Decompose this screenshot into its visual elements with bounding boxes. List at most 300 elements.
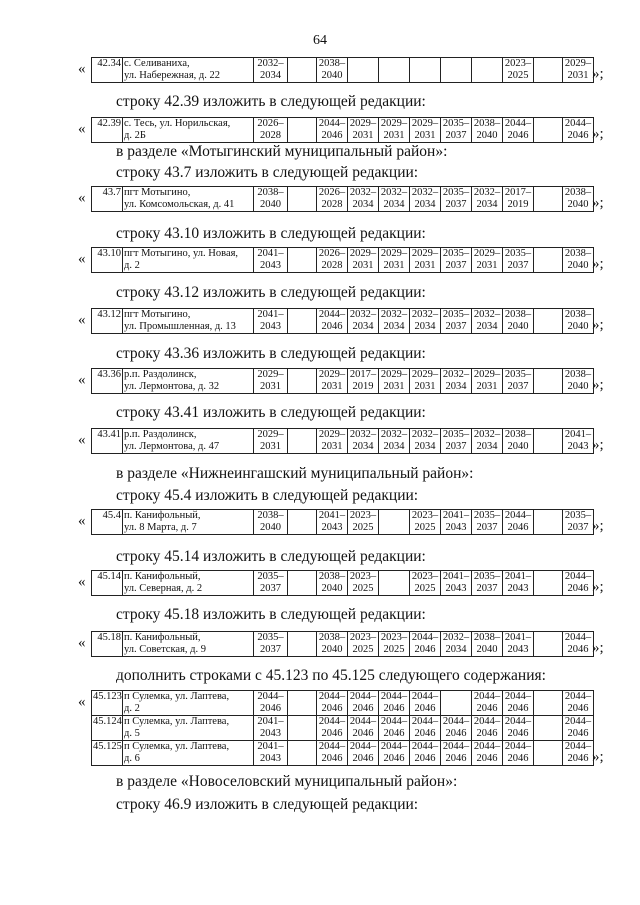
period-end: 2034 [383, 441, 405, 452]
period-end: 2031 [414, 260, 436, 271]
period-cell [563, 691, 594, 716]
period-cell [472, 741, 503, 766]
period-start: 2029– [349, 248, 377, 259]
period-cell [254, 632, 288, 657]
opening-quote: « [78, 513, 86, 529]
period-cell [288, 716, 317, 741]
period-start: 2035– [442, 309, 470, 320]
period-cell [317, 118, 348, 143]
period-end: 2046 [414, 753, 436, 764]
period-start: 2044– [504, 118, 532, 129]
period-start: 2044– [504, 716, 532, 727]
period-start: 2023– [349, 632, 377, 643]
period-start: 2032– [349, 309, 377, 320]
period-end: 2046 [352, 753, 374, 764]
address-line-2: ул. Северная, д. 2 [124, 583, 203, 594]
instruction-line: в разделе «Нижнеингашский муниципальный район»: [116, 465, 474, 482]
period-cell [348, 118, 379, 143]
period-cell [348, 58, 379, 83]
period-cell [348, 248, 379, 273]
period-end: 2046 [260, 703, 281, 714]
period-end: 2031 [476, 381, 498, 392]
period-start: 2044– [564, 571, 592, 582]
period-cell [410, 58, 441, 83]
address-line-1: п Сулемка, ул. Лаптева, [124, 716, 230, 727]
period-cell [348, 632, 379, 657]
period-start: 2038– [504, 309, 532, 320]
period-start: 2029– [380, 369, 408, 380]
period-cell [410, 369, 441, 394]
period-end: 2025 [383, 644, 405, 655]
period-cell [563, 187, 594, 212]
period-end: 2031 [260, 441, 281, 452]
amendment-table [91, 117, 594, 143]
period-end: 2046 [567, 753, 589, 764]
period-start: 2041– [504, 571, 532, 582]
period-cell [472, 691, 503, 716]
period-start: 2038– [257, 187, 284, 198]
closing-quote: »; [592, 195, 604, 211]
period-start: 2029– [380, 118, 408, 129]
opening-quote: « [78, 190, 86, 206]
row-number-cell: 43.12 [92, 309, 123, 334]
row-number-cell: 43.10 [92, 248, 123, 273]
period-cell [254, 187, 288, 212]
period-start: 2029– [318, 369, 346, 380]
address-line-2: д. 5 [124, 728, 140, 739]
period-start: 2038– [318, 571, 346, 582]
address-cell [123, 118, 254, 143]
period-end: 2028 [321, 260, 343, 271]
period-start: 2032– [411, 187, 439, 198]
period-start: 2044– [504, 691, 532, 702]
period-start: 2026– [318, 248, 346, 259]
period-end: 2046 [567, 583, 589, 594]
period-cell [254, 691, 288, 716]
period-cell [317, 248, 348, 273]
row-number-cell: 45.14 [92, 571, 123, 596]
address-cell [123, 632, 254, 657]
closing-quote: »; [592, 317, 604, 333]
period-start: 2029– [411, 248, 439, 259]
period-cell [503, 571, 534, 596]
period-end: 2034 [383, 199, 405, 210]
period-start: 2038– [564, 309, 592, 320]
period-start: 2044– [564, 691, 592, 702]
row-number-cell: 45.18 [92, 632, 123, 657]
period-start: 2035– [257, 632, 284, 643]
period-end: 2034 [260, 70, 281, 81]
period-start: 2035– [473, 510, 501, 521]
period-cell [379, 248, 410, 273]
period-start: 2041– [318, 510, 346, 521]
period-cell [288, 571, 317, 596]
amendment-table [91, 570, 594, 596]
period-cell [441, 571, 472, 596]
period-cell [441, 429, 472, 454]
period-end: 2037 [445, 441, 467, 452]
period-cell [563, 309, 594, 334]
period-start: 2032– [257, 58, 284, 69]
period-start: 2029– [257, 429, 284, 440]
period-start: 2041– [257, 248, 284, 259]
period-start: 2044– [349, 691, 377, 702]
period-end: 2040 [567, 199, 589, 210]
period-cell [563, 58, 594, 83]
period-start: 2044– [411, 716, 439, 727]
period-cell [534, 691, 563, 716]
opening-quote: « [78, 635, 86, 651]
period-end: 2046 [321, 728, 343, 739]
period-cell [288, 632, 317, 657]
address-line-2: д. 2 [124, 260, 140, 271]
period-start: 2044– [564, 632, 592, 643]
period-cell [534, 369, 563, 394]
period-start: 2044– [564, 118, 592, 129]
period-cell [379, 429, 410, 454]
period-start: 2032– [349, 187, 377, 198]
period-cell [348, 571, 379, 596]
period-end: 2037 [567, 522, 589, 533]
period-cell [441, 309, 472, 334]
period-end: 2025 [352, 583, 374, 594]
amendment-table [91, 186, 594, 212]
period-cell [317, 632, 348, 657]
period-end: 2034 [352, 199, 374, 210]
amendment-table [91, 690, 594, 766]
period-end: 2046 [414, 703, 436, 714]
period-start: 2044– [411, 691, 439, 702]
period-cell [379, 691, 410, 716]
table-row [92, 309, 594, 334]
period-start: 2038– [504, 429, 532, 440]
period-cell [441, 691, 472, 716]
closing-quote: »; [592, 749, 604, 765]
period-start: 2026– [318, 187, 346, 198]
period-end: 2046 [507, 728, 529, 739]
period-end: 2037 [476, 583, 498, 594]
period-cell [254, 58, 288, 83]
period-cell [379, 187, 410, 212]
period-start: 2044– [318, 691, 346, 702]
period-cell [348, 369, 379, 394]
period-start: 2017– [504, 187, 532, 198]
period-end: 2046 [445, 753, 467, 764]
period-start: 2032– [473, 429, 501, 440]
instruction-line: строку 45.14 изложить в следующей редакции: [116, 548, 426, 565]
period-start: 2044– [380, 741, 408, 752]
period-end: 2046 [567, 728, 589, 739]
period-end: 2028 [321, 199, 343, 210]
address-line-2: ул. Лермонтова, д. 32 [124, 381, 220, 392]
period-cell [472, 429, 503, 454]
period-start: 2038– [564, 187, 592, 198]
period-start: 2044– [473, 691, 501, 702]
instruction-line: строку 43.41 изложить в следующей редакции: [116, 404, 426, 421]
period-end: 2031 [476, 260, 498, 271]
amendment-table [91, 631, 594, 657]
period-start: 2038– [318, 632, 346, 643]
instruction-line: дополнить строками с 45.123 по 45.125 следующего содержания: [116, 667, 546, 684]
period-start: 2044– [473, 716, 501, 727]
period-start: 2032– [411, 309, 439, 320]
period-cell [503, 369, 534, 394]
table-row [92, 716, 594, 741]
period-start: 2023– [504, 58, 532, 69]
period-start: 2041– [442, 510, 470, 521]
period-end: 2034 [352, 441, 374, 452]
period-start: 2029– [411, 118, 439, 129]
period-start: 2038– [473, 118, 501, 129]
period-start: 2023– [349, 510, 377, 521]
period-start: 2032– [380, 429, 408, 440]
period-end: 2037 [507, 381, 529, 392]
period-cell [503, 118, 534, 143]
period-end: 2025 [352, 522, 374, 533]
period-cell [410, 691, 441, 716]
period-end: 2037 [476, 522, 498, 533]
table-row [92, 691, 594, 716]
period-end: 2046 [567, 703, 589, 714]
period-start: 2044– [380, 691, 408, 702]
period-end: 2043 [260, 753, 281, 764]
period-cell [410, 741, 441, 766]
period-end: 2046 [321, 130, 343, 141]
period-end: 2046 [476, 728, 498, 739]
period-end: 2043 [567, 441, 589, 452]
instruction-line: строку 43.36 изложить в следующей редакции: [116, 345, 426, 362]
period-end: 2025 [414, 522, 436, 533]
address-cell [123, 369, 254, 394]
row-number-cell: 45.123 [92, 691, 123, 716]
table-row [92, 510, 594, 535]
amendment-table [91, 57, 594, 83]
period-cell [441, 58, 472, 83]
period-cell [254, 429, 288, 454]
instruction-line: строку 43.10 изложить в следующей редакции: [116, 225, 426, 242]
period-end: 2037 [445, 199, 467, 210]
period-end: 2031 [321, 381, 343, 392]
period-end: 2034 [476, 321, 498, 332]
period-cell [472, 571, 503, 596]
period-start: 2041– [504, 632, 532, 643]
period-cell [410, 571, 441, 596]
period-start: 2029– [564, 58, 592, 69]
address-line-1: п Сулемка, ул. Лаптева, [124, 691, 230, 702]
period-end: 2031 [414, 130, 436, 141]
address-cell [123, 58, 254, 83]
period-end: 2040 [321, 644, 343, 655]
period-cell [472, 187, 503, 212]
period-cell [503, 429, 534, 454]
period-cell [288, 691, 317, 716]
period-cell [441, 741, 472, 766]
row-number-cell: 45.125 [92, 741, 123, 766]
period-cell [379, 716, 410, 741]
period-end: 2031 [260, 381, 281, 392]
period-end: 2031 [352, 130, 374, 141]
period-cell [410, 429, 441, 454]
period-cell [317, 716, 348, 741]
period-cell [563, 510, 594, 535]
opening-quote: « [78, 312, 86, 328]
period-end: 2043 [445, 583, 467, 594]
period-cell [534, 118, 563, 143]
period-end: 2040 [567, 381, 589, 392]
period-end: 2034 [445, 644, 467, 655]
period-start: 2044– [318, 716, 346, 727]
row-number-cell: 43.7 [92, 187, 123, 212]
instruction-line: строку 46.9 изложить в следующей редакции: [116, 796, 419, 813]
period-cell [503, 248, 534, 273]
period-start: 2023– [411, 510, 439, 521]
period-cell [317, 571, 348, 596]
period-cell [317, 691, 348, 716]
period-cell [441, 510, 472, 535]
amendment-table [91, 368, 594, 394]
opening-quote: « [78, 121, 86, 137]
address-line-1: с. Селиваниха, [124, 58, 190, 69]
period-cell [534, 187, 563, 212]
period-end: 2037 [260, 583, 281, 594]
period-end: 2019 [352, 381, 374, 392]
period-end: 2040 [321, 583, 343, 594]
table-row [92, 369, 594, 394]
period-end: 2043 [507, 583, 529, 594]
address-cell [123, 691, 254, 716]
period-start: 2032– [380, 309, 408, 320]
period-cell [410, 118, 441, 143]
period-end: 2040 [321, 70, 343, 81]
period-start: 2035– [442, 248, 470, 259]
period-start: 2032– [473, 309, 501, 320]
period-start: 2044– [349, 716, 377, 727]
period-cell [441, 248, 472, 273]
address-line-2: ул. Лермонтова, д. 47 [124, 441, 220, 452]
period-start: 2038– [318, 58, 346, 69]
period-start: 2029– [380, 248, 408, 259]
period-end: 2043 [260, 321, 281, 332]
opening-quote: « [78, 251, 86, 267]
address-line-1: п. Канифольный, [124, 571, 201, 582]
period-cell [534, 309, 563, 334]
period-end: 2040 [476, 644, 498, 655]
period-cell [441, 632, 472, 657]
closing-quote: »; [592, 377, 604, 393]
period-cell [379, 309, 410, 334]
period-cell [317, 429, 348, 454]
period-cell [288, 429, 317, 454]
instruction-line: строку 42.39 изложить в следующей редакции: [116, 93, 426, 110]
period-cell [503, 309, 534, 334]
period-end: 2040 [567, 321, 589, 332]
period-cell [379, 571, 410, 596]
period-cell [503, 716, 534, 741]
period-end: 2034 [383, 321, 405, 332]
period-cell [348, 510, 379, 535]
address-cell [123, 309, 254, 334]
table-row [92, 429, 594, 454]
period-cell [472, 118, 503, 143]
period-cell [410, 248, 441, 273]
period-start: 2044– [504, 741, 532, 752]
table-row [92, 248, 594, 273]
period-cell [254, 369, 288, 394]
period-end: 2031 [383, 130, 405, 141]
period-cell [503, 510, 534, 535]
period-start: 2035– [442, 429, 470, 440]
period-cell [534, 58, 563, 83]
period-end: 2034 [476, 199, 498, 210]
table-row [92, 741, 594, 766]
address-line-1: п Сулемка, ул. Лаптева, [124, 741, 230, 752]
address-line-2: ул. Набережная, д. 22 [124, 70, 221, 81]
period-start: 2032– [349, 429, 377, 440]
period-end: 2031 [383, 381, 405, 392]
period-end: 2019 [507, 199, 529, 210]
period-end: 2037 [507, 260, 529, 271]
period-start: 2038– [473, 632, 501, 643]
period-cell [254, 571, 288, 596]
period-start: 2038– [257, 510, 284, 521]
closing-quote: »; [592, 437, 604, 453]
period-cell [441, 716, 472, 741]
address-cell [123, 571, 254, 596]
period-cell [472, 58, 503, 83]
period-cell [379, 632, 410, 657]
period-cell [534, 571, 563, 596]
period-cell [379, 369, 410, 394]
period-end: 2031 [414, 381, 436, 392]
period-cell [472, 632, 503, 657]
period-end: 2040 [260, 199, 281, 210]
opening-quote: « [78, 574, 86, 590]
address-line-1: с. Тесь, ул. Норильская, [124, 118, 231, 129]
table-row [92, 118, 594, 143]
period-end: 2031 [567, 70, 589, 81]
opening-quote: « [78, 61, 86, 77]
instruction-line: в разделе «Новоселовский муниципальный район»: [116, 773, 458, 790]
address-line-2: д. 6 [124, 753, 140, 764]
address-cell [123, 510, 254, 535]
address-line-1: пгт Мотыгино, ул. Новая, [124, 248, 239, 259]
period-start: 2038– [564, 369, 592, 380]
opening-quote: « [78, 372, 86, 388]
period-end: 2034 [445, 381, 467, 392]
address-line-1: р.п. Раздолинск, [124, 429, 197, 440]
period-start: 2041– [257, 309, 284, 320]
address-line-1: пгт Мотыгино, [124, 309, 191, 320]
period-cell [472, 716, 503, 741]
period-cell [534, 741, 563, 766]
period-start: 2023– [349, 571, 377, 582]
period-cell [348, 429, 379, 454]
period-cell [410, 632, 441, 657]
period-cell [534, 716, 563, 741]
period-cell [317, 58, 348, 83]
row-number-cell: 42.39 [92, 118, 123, 143]
period-cell [317, 369, 348, 394]
period-cell [410, 187, 441, 212]
period-end: 2031 [383, 260, 405, 271]
period-start: 2044– [504, 510, 532, 521]
amendment-table [91, 308, 594, 334]
address-cell [123, 248, 254, 273]
table-row [92, 632, 594, 657]
period-cell [563, 741, 594, 766]
period-end: 2028 [260, 130, 281, 141]
period-end: 2034 [414, 199, 436, 210]
